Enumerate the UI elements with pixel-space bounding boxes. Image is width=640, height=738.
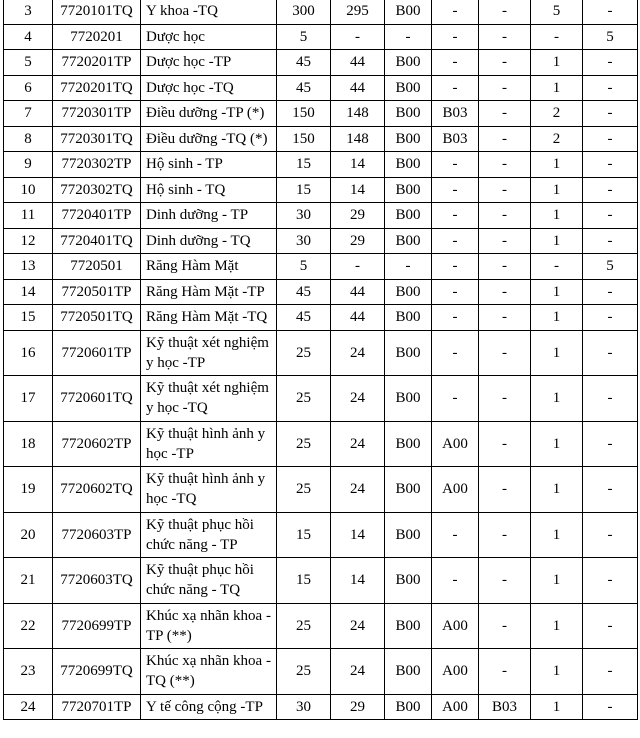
quota-other: -: [583, 75, 638, 101]
quota-total: 15: [277, 512, 331, 558]
subject-group-2: A00: [432, 649, 479, 695]
quota-other: -: [583, 305, 638, 331]
quota-total: 45: [277, 75, 331, 101]
quota-other: -: [583, 50, 638, 76]
subject-group-3: -: [479, 24, 531, 50]
table-row: [4, 101, 638, 127]
quota-exam: 14: [331, 558, 385, 604]
quota-total: 15: [277, 152, 331, 178]
major-name: Kỹ thuật phục hồi chức năng - TQ: [141, 558, 277, 604]
subject-group-3: -: [479, 177, 531, 203]
table-row: [4, 228, 638, 254]
quota-total: 25: [277, 330, 331, 376]
row-number: 22: [4, 603, 53, 649]
subject-group-2: B03: [432, 126, 479, 152]
major-name: Điều dưỡng -TQ (*): [141, 126, 277, 152]
quota-other: -: [583, 126, 638, 152]
major-code: 7720501TQ: [53, 305, 141, 331]
major-code: 7720302TP: [53, 152, 141, 178]
quota-other: -: [583, 467, 638, 513]
quota-direct: 1: [531, 279, 583, 305]
major-code: 7720302TQ: [53, 177, 141, 203]
quota-direct: 1: [531, 558, 583, 604]
major-code: 7720601TP: [53, 330, 141, 376]
subject-group-3: -: [479, 101, 531, 127]
subject-group-3: -: [479, 421, 531, 467]
quota-direct: 1: [531, 305, 583, 331]
table-row: [4, 279, 638, 305]
table-row: [4, 203, 638, 229]
major-name: Kỹ thuật hình ảnh y học -TP: [141, 421, 277, 467]
quota-other: -: [583, 558, 638, 604]
quota-direct: 2: [531, 101, 583, 127]
subject-group-1: B00: [385, 126, 432, 152]
quota-direct: 1: [531, 603, 583, 649]
row-number: 13: [4, 254, 53, 280]
subject-group-3: -: [479, 376, 531, 422]
quota-total: 30: [277, 203, 331, 229]
quota-other: -: [583, 512, 638, 558]
quota-exam: 44: [331, 279, 385, 305]
subject-group-2: A00: [432, 603, 479, 649]
table-row: [4, 603, 638, 649]
major-name: Hộ sinh - TQ: [141, 177, 277, 203]
quota-other: 5: [583, 254, 638, 280]
major-name: Kỹ thuật xét nghiệm y học -TQ: [141, 376, 277, 422]
major-name: Dược học -TQ: [141, 75, 277, 101]
subject-group-2: -: [432, 0, 479, 24]
major-name: Khúc xạ nhãn khoa - TP (**): [141, 603, 277, 649]
quota-exam: 24: [331, 649, 385, 695]
quota-exam: 29: [331, 203, 385, 229]
table-row: [4, 254, 638, 280]
subject-group-1: B00: [385, 152, 432, 178]
subject-group-1: B00: [385, 421, 432, 467]
major-code: 7720701TP: [53, 694, 141, 720]
table-row: [4, 330, 638, 376]
quota-total: 25: [277, 603, 331, 649]
subject-group-1: B00: [385, 305, 432, 331]
subject-group-2: -: [432, 512, 479, 558]
subject-group-2: -: [432, 24, 479, 50]
subject-group-2: -: [432, 203, 479, 229]
quota-total: 150: [277, 126, 331, 152]
subject-group-1: B00: [385, 75, 432, 101]
major-code: 7720201: [53, 24, 141, 50]
subject-group-1: B00: [385, 467, 432, 513]
quota-direct: 1: [531, 421, 583, 467]
subject-group-2: -: [432, 254, 479, 280]
subject-group-2: A00: [432, 467, 479, 513]
quota-total: 15: [277, 177, 331, 203]
major-name: Răng Hàm Mặt: [141, 254, 277, 280]
subject-group-2: -: [432, 305, 479, 331]
table-row: [4, 50, 638, 76]
major-code: 7720699TQ: [53, 649, 141, 695]
major-code: 7720301TP: [53, 101, 141, 127]
subject-group-2: -: [432, 75, 479, 101]
subject-group-2: B03: [432, 101, 479, 127]
subject-group-3: -: [479, 305, 531, 331]
quota-other: -: [583, 694, 638, 720]
major-name: Dinh dưỡng - TQ: [141, 228, 277, 254]
quota-direct: 1: [531, 649, 583, 695]
major-name: Răng Hàm Mặt -TP: [141, 279, 277, 305]
major-code: 7720603TQ: [53, 558, 141, 604]
quota-direct: 1: [531, 228, 583, 254]
quota-other: -: [583, 0, 638, 24]
major-name: Dinh dưỡng - TP: [141, 203, 277, 229]
quota-exam: 24: [331, 330, 385, 376]
quota-other: 5: [583, 24, 638, 50]
quota-total: 25: [277, 649, 331, 695]
row-number: 3: [4, 0, 53, 24]
quota-other: -: [583, 177, 638, 203]
subject-group-3: -: [479, 649, 531, 695]
quota-total: 45: [277, 305, 331, 331]
quota-total: 5: [277, 24, 331, 50]
table-body: [4, 0, 638, 720]
quota-direct: 1: [531, 75, 583, 101]
major-code: 7720601TQ: [53, 376, 141, 422]
major-code: 7720101TQ: [53, 0, 141, 24]
table-row: [4, 512, 638, 558]
quota-other: -: [583, 152, 638, 178]
major-code: 7720603TP: [53, 512, 141, 558]
quota-total: 45: [277, 279, 331, 305]
quota-other: -: [583, 376, 638, 422]
subject-group-3: -: [479, 152, 531, 178]
quota-exam: 44: [331, 305, 385, 331]
quota-direct: -: [531, 254, 583, 280]
table-row: [4, 421, 638, 467]
quota-total: 5: [277, 254, 331, 280]
quota-other: -: [583, 421, 638, 467]
subject-group-3: -: [479, 75, 531, 101]
subject-group-2: -: [432, 558, 479, 604]
quota-exam: 44: [331, 75, 385, 101]
table-row: [4, 305, 638, 331]
subject-group-1: B00: [385, 50, 432, 76]
quota-total: 300: [277, 0, 331, 24]
row-number: 12: [4, 228, 53, 254]
subject-group-1: -: [385, 254, 432, 280]
subject-group-3: -: [479, 228, 531, 254]
quota-exam: 29: [331, 228, 385, 254]
quota-other: -: [583, 330, 638, 376]
quota-other: -: [583, 649, 638, 695]
quota-total: 15: [277, 558, 331, 604]
major-code: 7720602TQ: [53, 467, 141, 513]
major-name: Kỹ thuật hình ảnh y học -TQ: [141, 467, 277, 513]
quota-other: -: [583, 228, 638, 254]
major-code: 7720401TQ: [53, 228, 141, 254]
subject-group-1: B00: [385, 512, 432, 558]
quota-exam: 24: [331, 467, 385, 513]
major-code: 7720699TP: [53, 603, 141, 649]
subject-group-3: -: [479, 0, 531, 24]
row-number: 21: [4, 558, 53, 604]
quota-exam: 44: [331, 50, 385, 76]
subject-group-2: A00: [432, 421, 479, 467]
quota-exam: 24: [331, 376, 385, 422]
major-name: Răng Hàm Mặt -TQ: [141, 305, 277, 331]
quota-exam: 14: [331, 152, 385, 178]
table-row: [4, 0, 638, 24]
row-number: 24: [4, 694, 53, 720]
table-row: [4, 152, 638, 178]
quota-other: -: [583, 279, 638, 305]
quota-direct: 1: [531, 330, 583, 376]
quota-other: -: [583, 101, 638, 127]
quota-exam: 148: [331, 126, 385, 152]
subject-group-1: B00: [385, 649, 432, 695]
subject-group-2: -: [432, 177, 479, 203]
table-row: [4, 177, 638, 203]
subject-group-2: -: [432, 152, 479, 178]
subject-group-3: -: [479, 254, 531, 280]
subject-group-1: B00: [385, 603, 432, 649]
quota-direct: 2: [531, 126, 583, 152]
subject-group-2: -: [432, 50, 479, 76]
quota-direct: 1: [531, 50, 583, 76]
major-code: 7720201TQ: [53, 75, 141, 101]
quota-exam: 295: [331, 0, 385, 24]
major-code: 7720301TQ: [53, 126, 141, 152]
subject-group-2: -: [432, 330, 479, 376]
major-code: 7720501TP: [53, 279, 141, 305]
subject-group-3: -: [479, 50, 531, 76]
subject-group-3: -: [479, 467, 531, 513]
subject-group-1: B00: [385, 228, 432, 254]
subject-group-2: -: [432, 279, 479, 305]
quota-direct: 1: [531, 152, 583, 178]
subject-group-1: B00: [385, 279, 432, 305]
quota-exam: 148: [331, 101, 385, 127]
row-number: 9: [4, 152, 53, 178]
table-row: [4, 126, 638, 152]
table-row: [4, 649, 638, 695]
row-number: 4: [4, 24, 53, 50]
quota-total: 25: [277, 421, 331, 467]
table-row: [4, 467, 638, 513]
quota-exam: 24: [331, 603, 385, 649]
subject-group-3: -: [479, 603, 531, 649]
row-number: 7: [4, 101, 53, 127]
subject-group-3: -: [479, 330, 531, 376]
quota-direct: 1: [531, 376, 583, 422]
row-number: 19: [4, 467, 53, 513]
quota-exam: -: [331, 24, 385, 50]
quota-total: 45: [277, 50, 331, 76]
major-code: 7720401TP: [53, 203, 141, 229]
subject-group-1: -: [385, 24, 432, 50]
quota-total: 30: [277, 694, 331, 720]
quota-direct: 1: [531, 203, 583, 229]
row-number: 16: [4, 330, 53, 376]
table-row: [4, 694, 638, 720]
row-number: 14: [4, 279, 53, 305]
subject-group-3: -: [479, 512, 531, 558]
subject-group-1: B00: [385, 694, 432, 720]
quota-direct: 1: [531, 467, 583, 513]
quota-direct: 1: [531, 177, 583, 203]
quota-direct: 1: [531, 512, 583, 558]
table-row: [4, 24, 638, 50]
subject-group-2: -: [432, 376, 479, 422]
subject-group-1: B00: [385, 0, 432, 24]
major-name: Y khoa -TQ: [141, 0, 277, 24]
quota-total: 25: [277, 467, 331, 513]
row-number: 5: [4, 50, 53, 76]
major-name: Kỹ thuật xét nghiệm y học -TP: [141, 330, 277, 376]
table-row: [4, 75, 638, 101]
row-number: 15: [4, 305, 53, 331]
row-number: 11: [4, 203, 53, 229]
quota-direct: -: [531, 24, 583, 50]
row-number: 8: [4, 126, 53, 152]
row-number: 10: [4, 177, 53, 203]
subject-group-1: B00: [385, 177, 432, 203]
subject-group-3: -: [479, 203, 531, 229]
quota-direct: 5: [531, 0, 583, 24]
quota-exam: 14: [331, 177, 385, 203]
quota-direct: 1: [531, 694, 583, 720]
quota-total: 25: [277, 376, 331, 422]
quota-exam: -: [331, 254, 385, 280]
subject-group-3: -: [479, 558, 531, 604]
subject-group-2: -: [432, 228, 479, 254]
subject-group-1: B00: [385, 101, 432, 127]
quota-other: -: [583, 603, 638, 649]
major-code: 7720602TP: [53, 421, 141, 467]
row-number: 23: [4, 649, 53, 695]
major-name: Khúc xạ nhãn khoa - TQ (**): [141, 649, 277, 695]
subject-group-1: B00: [385, 203, 432, 229]
row-number: 18: [4, 421, 53, 467]
quota-total: 30: [277, 228, 331, 254]
row-number: 6: [4, 75, 53, 101]
major-name: Dược học -TP: [141, 50, 277, 76]
subject-group-3: -: [479, 126, 531, 152]
quota-exam: 29: [331, 694, 385, 720]
major-name: Dược học: [141, 24, 277, 50]
table-row: [4, 376, 638, 422]
quota-exam: 24: [331, 421, 385, 467]
major-code: 7720201TP: [53, 50, 141, 76]
major-name: Hộ sinh - TP: [141, 152, 277, 178]
subject-group-1: B00: [385, 558, 432, 604]
subject-group-2: A00: [432, 694, 479, 720]
row-number: 20: [4, 512, 53, 558]
major-name: Điều dưỡng -TP (*): [141, 101, 277, 127]
admission-quota-table: [3, 0, 638, 720]
subject-group-1: B00: [385, 330, 432, 376]
quota-other: -: [583, 203, 638, 229]
row-number: 17: [4, 376, 53, 422]
subject-group-3: B03: [479, 694, 531, 720]
subject-group-1: B00: [385, 376, 432, 422]
major-name: Y tế công cộng -TP: [141, 694, 277, 720]
table-row: [4, 558, 638, 604]
major-code: 7720501: [53, 254, 141, 280]
subject-group-3: -: [479, 279, 531, 305]
quota-total: 150: [277, 101, 331, 127]
major-name: Kỹ thuật phục hồi chức năng - TP: [141, 512, 277, 558]
quota-exam: 14: [331, 512, 385, 558]
